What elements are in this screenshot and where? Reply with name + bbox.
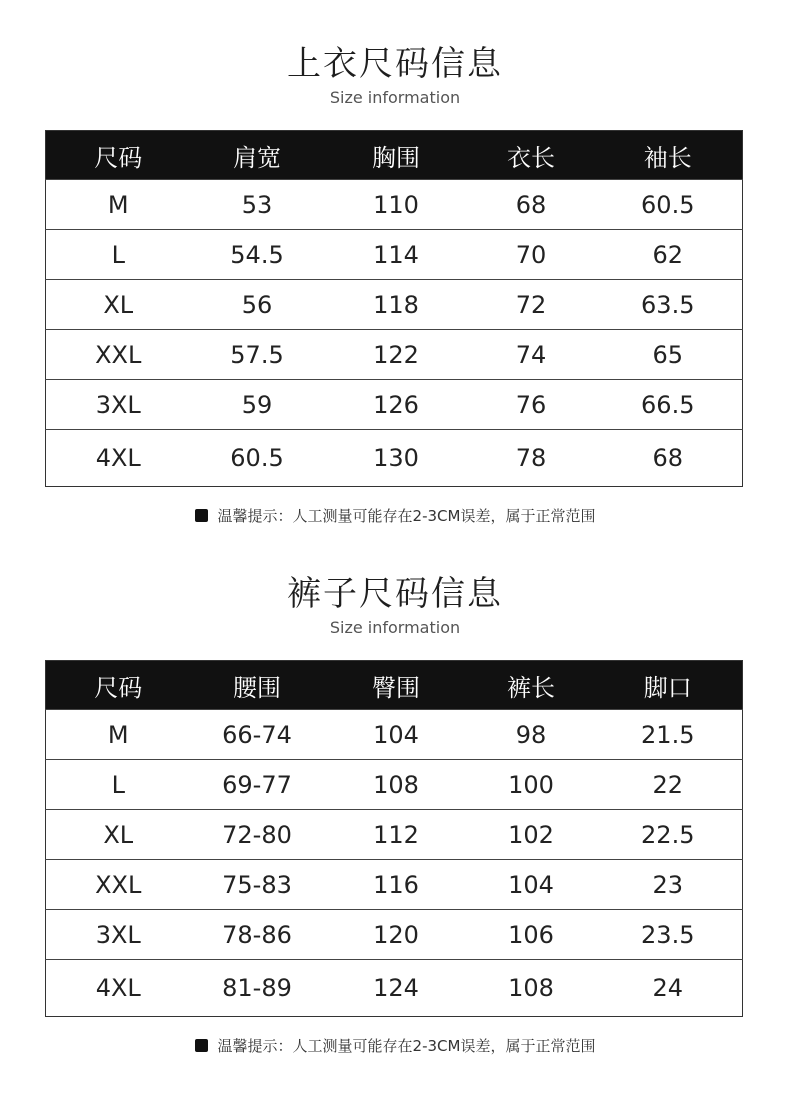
table-row xyxy=(46,380,743,430)
table-row xyxy=(46,960,743,1017)
table-cell: 53 xyxy=(191,180,324,230)
table-cell: 78 xyxy=(469,430,594,487)
table-cell: 108 xyxy=(324,760,469,810)
table-cell: L xyxy=(46,230,191,280)
table-cell: 60.5 xyxy=(594,180,743,230)
table-cell: 70 xyxy=(469,230,594,280)
header-cell: 衣长 xyxy=(469,131,594,180)
table-row xyxy=(46,330,743,380)
table-cell: 59 xyxy=(191,380,324,430)
table-cell: 100 xyxy=(469,760,594,810)
table-cell: 72 xyxy=(469,280,594,330)
header-cell: 肩宽 xyxy=(191,131,324,180)
table-cell: 110 xyxy=(324,180,469,230)
table-cell: 57.5 xyxy=(191,330,324,380)
tops-title: 上衣尺码信息 xyxy=(287,44,503,84)
table-row xyxy=(46,230,743,280)
table-cell: 3XL xyxy=(46,380,191,430)
tops-tip xyxy=(0,506,790,526)
table-cell: 3XL xyxy=(46,910,191,960)
table-cell: 122 xyxy=(324,330,469,380)
square-bullet-icon xyxy=(195,509,208,522)
table-cell: 120 xyxy=(324,910,469,960)
table-cell: 22.5 xyxy=(594,810,743,860)
tip-text: 温馨提示：人工测量可能存在2-3CM误差，属于正常范围 xyxy=(217,1037,596,1055)
table-cell: 65 xyxy=(594,330,743,380)
table-cell: 112 xyxy=(324,810,469,860)
table-cell: 76 xyxy=(469,380,594,430)
table-cell: 23.5 xyxy=(594,910,743,960)
table-cell: XL xyxy=(46,280,191,330)
table-row xyxy=(46,280,743,330)
pants-tip xyxy=(0,1036,790,1056)
table-cell: 106 xyxy=(469,910,594,960)
table-row xyxy=(46,430,743,487)
tops-subtitle: Size information xyxy=(329,88,461,107)
table-row xyxy=(46,810,743,860)
table-cell: 81-89 xyxy=(191,960,324,1017)
table-cell: 60.5 xyxy=(191,430,324,487)
header-cell: 尺码 xyxy=(46,661,191,710)
table-cell: M xyxy=(46,180,191,230)
table-cell: 104 xyxy=(324,710,469,760)
table-cell: 63.5 xyxy=(594,280,743,330)
table-cell: 68 xyxy=(594,430,743,487)
table-row xyxy=(46,860,743,910)
table-header-row xyxy=(46,131,743,180)
table-cell: 114 xyxy=(324,230,469,280)
header-cell: 臀围 xyxy=(324,661,469,710)
table-cell: 4XL xyxy=(46,430,191,487)
table-cell: 78-86 xyxy=(191,910,324,960)
header-cell: 胸围 xyxy=(324,131,469,180)
table-cell: 56 xyxy=(191,280,324,330)
table-cell: 72-80 xyxy=(191,810,324,860)
table-cell: M xyxy=(46,710,191,760)
tip-text: 温馨提示：人工测量可能存在2-3CM误差，属于正常范围 xyxy=(217,507,596,525)
table-cell: 4XL xyxy=(46,960,191,1017)
tops-size-table xyxy=(45,130,743,487)
table-cell: XXL xyxy=(46,330,191,380)
table-cell: 54.5 xyxy=(191,230,324,280)
table-cell: L xyxy=(46,760,191,810)
table-header-row xyxy=(46,661,743,710)
table-cell: 116 xyxy=(324,860,469,910)
table-cell: 66.5 xyxy=(594,380,743,430)
header-cell: 脚口 xyxy=(594,661,743,710)
table-cell: 130 xyxy=(324,430,469,487)
pants-size-table xyxy=(45,660,743,1017)
table-cell: 69-77 xyxy=(191,760,324,810)
pants-subtitle: Size information xyxy=(329,618,461,637)
table-cell: 74 xyxy=(469,330,594,380)
table-row xyxy=(46,760,743,810)
header-cell: 尺码 xyxy=(46,131,191,180)
table-cell: 62 xyxy=(594,230,743,280)
table-cell: 108 xyxy=(469,960,594,1017)
table-row xyxy=(46,910,743,960)
header-cell: 腰围 xyxy=(191,661,324,710)
table-cell: 124 xyxy=(324,960,469,1017)
table-row xyxy=(46,710,743,760)
table-cell: 66-74 xyxy=(191,710,324,760)
table-cell: 21.5 xyxy=(594,710,743,760)
header-cell: 袖长 xyxy=(594,131,743,180)
table-cell: 22 xyxy=(594,760,743,810)
table-cell: 24 xyxy=(594,960,743,1017)
table-cell: 126 xyxy=(324,380,469,430)
square-bullet-icon xyxy=(195,1039,208,1052)
table-cell: 98 xyxy=(469,710,594,760)
table-cell: 75-83 xyxy=(191,860,324,910)
table-cell: 23 xyxy=(594,860,743,910)
table-row xyxy=(46,180,743,230)
table-cell: XL xyxy=(46,810,191,860)
header-cell: 裤长 xyxy=(469,661,594,710)
table-cell: 68 xyxy=(469,180,594,230)
pants-title: 裤子尺码信息 xyxy=(287,574,503,614)
table-cell: 118 xyxy=(324,280,469,330)
table-cell: 102 xyxy=(469,810,594,860)
table-cell: XXL xyxy=(46,860,191,910)
table-cell: 104 xyxy=(469,860,594,910)
